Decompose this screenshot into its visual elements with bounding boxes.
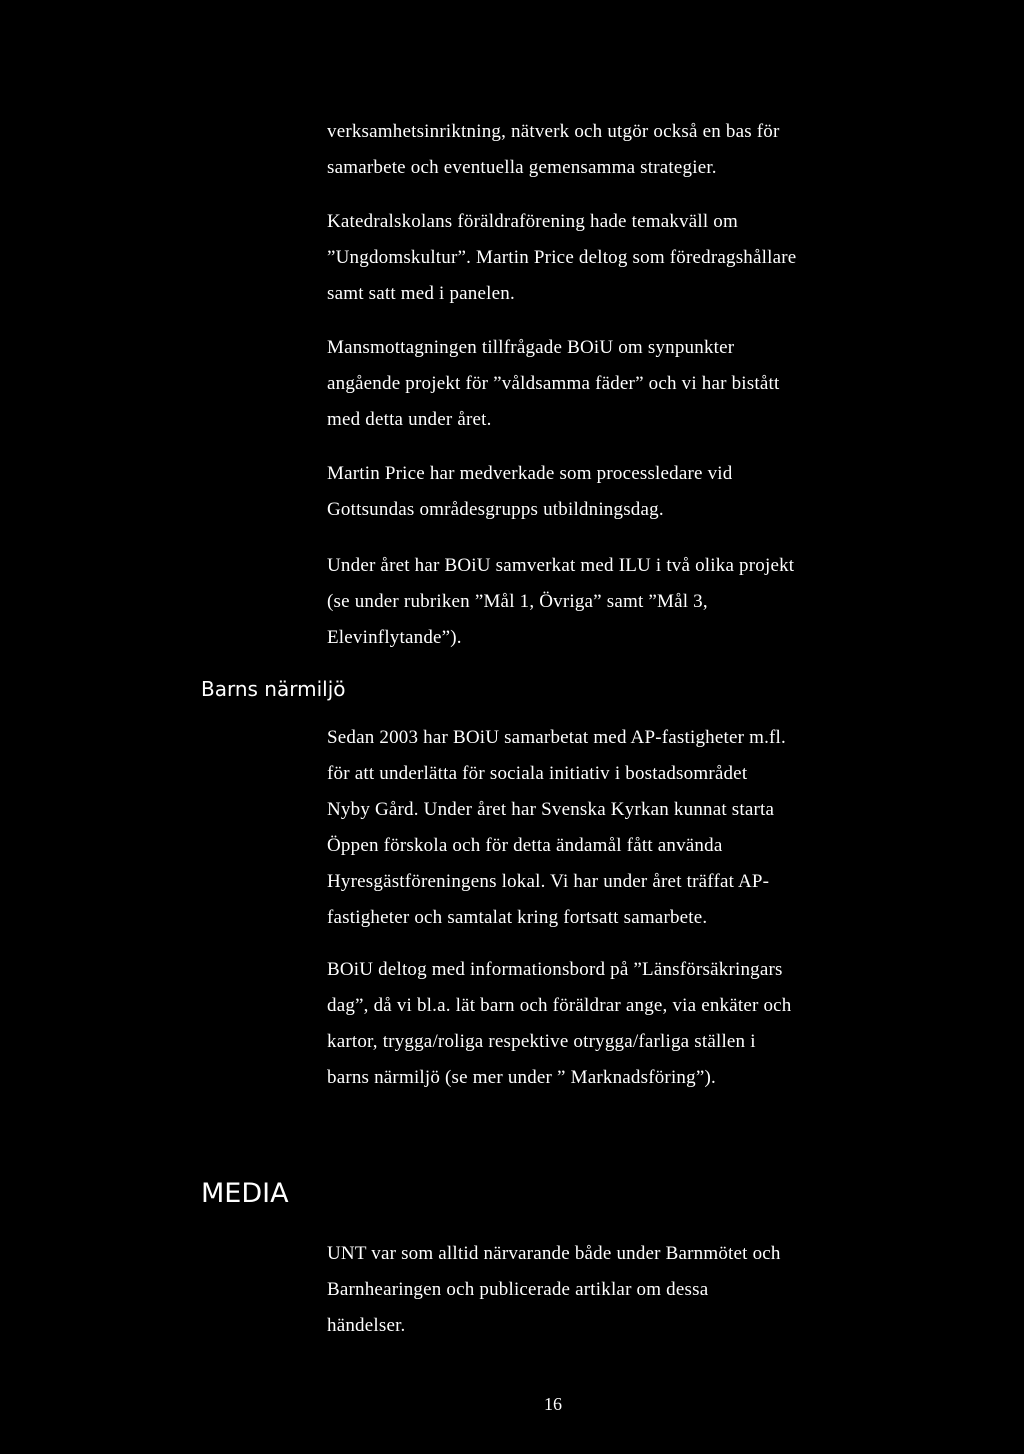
text-line: verksamhetsinriktning, nätverk och utgör också en bas för [327,121,780,142]
text-line: för att underlätta för sociala initiativ i bostadsområdet [327,763,748,784]
text-line: Under året har BOiU samverkat med ILU i två olika projekt [327,555,795,576]
paragraph-samarbete [327,114,887,186]
text-line: med detta under året. [327,409,492,430]
paragraph-nyby-gard [327,720,887,936]
paragraph-mansmottagningen [327,330,887,438]
paragraph-lansforsakringar [327,952,887,1096]
text-line: Hyresgästföreningens lokal. Vi har under året träffat AP- [327,871,770,892]
text-line: samt satt med i panelen. [327,283,515,304]
text-line: samarbete och eventuella gemensamma strategier. [327,157,717,178]
section-heading-media: MEDIA [201,1178,289,1209]
text-line: angående projekt för ”våldsamma fäder” och vi har bistått [327,373,780,394]
text-line: Gottsundas områdesgrupps utbildningsdag. [327,499,664,520]
text-line: (se under rubriken ”Mål 1, Övriga” samt ”Mål 3, [327,591,708,612]
text-line: Öppen förskola och för detta ändamål fått använda [327,835,723,856]
text-line: Martin Price har medverkade som processledare vid [327,463,733,484]
text-line: ”Ungdomskultur”. Martin Price deltog som föredragshållare [327,247,797,268]
text-line: Katedralskolans föräldraförening hade temakväll om [327,211,738,232]
paragraph-unt [327,1236,887,1344]
text-line: Barnhearingen och publicerade artiklar om dessa [327,1279,709,1300]
text-line: kartor, trygga/roliga respektive otrygga/farliga ställen i [327,1031,756,1052]
text-line: Mansmottagningen tillfrågade BOiU om synpunkter [327,337,735,358]
text-line: fastigheter och samtalat kring fortsatt samarbete. [327,907,708,928]
text-line: händelser. [327,1315,406,1336]
text-line: BOiU deltog med informationsbord på ”Länsförsäkringars [327,959,783,980]
text-line: UNT var som alltid närvarande både under Barnmötet och [327,1243,781,1264]
page-number: 16 [544,1394,562,1414]
text-line: Elevinflytande”). [327,627,462,648]
text-line: barns närmiljö (se mer under ” Marknadsföring”). [327,1067,716,1088]
text-line: Sedan 2003 har BOiU samarbetat med AP-fastigheter m.fl. [327,727,786,748]
section-label-barns-narmiljo: Barns närmiljö [201,677,346,701]
paragraph-ilu-samverkan [327,548,887,656]
paragraph-katedralskolan [327,204,887,312]
text-line: Nyby Gård. Under året har Svenska Kyrkan kunnat starta [327,799,775,820]
paragraph-processledare [327,456,887,528]
text-line: dag”, då vi bl.a. lät barn och föräldrar ange, via enkäter och [327,995,792,1016]
